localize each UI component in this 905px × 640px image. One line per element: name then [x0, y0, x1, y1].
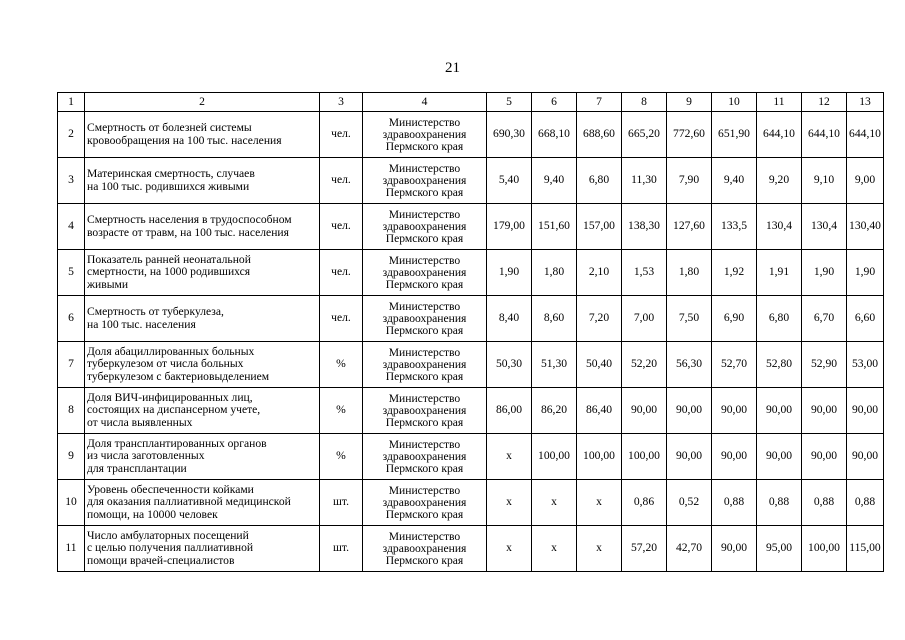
executor-line: Министерство	[388, 207, 461, 221]
executor-line: Пермского края	[385, 231, 464, 245]
value-cell: 1,90	[847, 250, 884, 296]
value-cell: 6,90	[712, 296, 757, 342]
value-cell: 151,60	[532, 204, 577, 250]
value-cell: 8,40	[487, 296, 532, 342]
header-cell: 12	[802, 93, 847, 112]
value-cell: 95,00	[757, 526, 802, 572]
indicator-line: туберкулезом с бактериовыделением	[87, 369, 270, 383]
unit-cell: чел.	[320, 250, 363, 296]
value-cell: 5,40	[487, 158, 532, 204]
header-cell: 2	[85, 93, 320, 112]
indicator-line: для оказания паллиативной медицинской	[87, 495, 291, 509]
value-cell: 86,40	[577, 388, 622, 434]
indicator-line: с целью получения паллиативной	[87, 541, 254, 555]
table-row	[58, 388, 884, 434]
value-cell: 2,10	[577, 250, 622, 296]
indicator-line: Доля ВИЧ-инфицированных лиц,	[87, 390, 253, 404]
executor-cell	[363, 250, 487, 296]
value-cell: 1,80	[532, 250, 577, 296]
indicator-cell	[85, 296, 320, 342]
value-cell: 50,30	[487, 342, 532, 388]
value-cell: 100,00	[622, 434, 667, 480]
indicator-line: Смертность от туберкулеза,	[87, 305, 224, 318]
executor-line: Министерство	[388, 391, 461, 405]
value-cell: 90,00	[802, 388, 847, 434]
executor-line: Министерство	[388, 483, 461, 497]
value-cell: 51,30	[532, 342, 577, 388]
header-cell: 11	[757, 93, 802, 112]
unit-cell: шт.	[320, 526, 363, 572]
value-cell: 0,88	[712, 480, 757, 526]
value-cell: 52,80	[757, 342, 802, 388]
indicator-cell	[85, 434, 320, 480]
indicator-cell	[85, 388, 320, 434]
value-cell: 100,00	[802, 526, 847, 572]
value-cell: 52,20	[622, 342, 667, 388]
value-cell: 127,60	[667, 204, 712, 250]
executor-line: Министерство	[388, 299, 461, 313]
value-cell: 1,91	[757, 250, 802, 296]
executor-line: Пермского края	[385, 415, 464, 429]
indicator-line: Материнская смертность, случаев	[87, 167, 255, 180]
value-cell: 115,00	[847, 526, 884, 572]
executor-cell	[363, 480, 487, 526]
value-cell: 6,60	[847, 296, 884, 342]
value-cell: 9,40	[712, 158, 757, 204]
value-cell: 1,90	[487, 250, 532, 296]
indicator-line: Смертность населения в трудоспособном	[87, 213, 292, 226]
executor-line: Пермского края	[385, 369, 464, 383]
page-number: 21	[445, 60, 460, 76]
indicator-line: состоящих на диспансерном учете,	[87, 403, 261, 417]
value-cell: 0,52	[667, 480, 712, 526]
value-cell: 90,00	[667, 434, 712, 480]
unit-cell: шт.	[320, 480, 363, 526]
indicator-line: на 100 тыс. населения	[87, 317, 196, 331]
indicator-line: Показатель ранней неонатальной	[87, 252, 251, 266]
value-cell: 7,00	[622, 296, 667, 342]
header-cell: 5	[487, 93, 532, 112]
value-cell: 90,00	[712, 434, 757, 480]
indicator-cell	[85, 112, 320, 158]
value-cell: x	[577, 526, 622, 572]
value-cell: 7,20	[577, 296, 622, 342]
indicator-line: помощи врачей-специалистов	[87, 553, 235, 567]
indicator-line: возрасте от травм, на 100 тыс. населения	[87, 225, 289, 239]
value-cell: 90,00	[757, 434, 802, 480]
value-cell: x	[577, 480, 622, 526]
executor-line: Министерство	[388, 345, 461, 359]
table-row	[58, 434, 884, 480]
indicator-line: из числа заготовленных	[87, 449, 205, 463]
value-cell: 90,00	[757, 388, 802, 434]
value-cell: 130,40	[847, 204, 884, 250]
executor-line: здравоохранения	[382, 449, 467, 463]
executor-line: Пермского края	[385, 461, 464, 475]
executor-cell	[363, 526, 487, 572]
value-cell: 7,90	[667, 158, 712, 204]
value-cell: 90,00	[847, 434, 884, 480]
value-cell: 6,70	[802, 296, 847, 342]
indicator-line: от числа выявленных	[87, 415, 193, 429]
row-number: 8	[58, 388, 85, 434]
value-cell: 1,90	[802, 250, 847, 296]
header-cell: 13	[847, 93, 884, 112]
table-row	[58, 204, 884, 250]
value-cell: 6,80	[757, 296, 802, 342]
executor-line: Пермского края	[385, 553, 464, 567]
header-cell: 6	[532, 93, 577, 112]
indicator-line: Уровень обеспеченности койками	[87, 482, 254, 496]
value-cell: 644,10	[802, 112, 847, 158]
indicator-cell	[85, 526, 320, 572]
value-cell: 644,10	[757, 112, 802, 158]
executor-line: здравоохранения	[382, 541, 467, 555]
executor-line: здравоохранения	[382, 403, 467, 417]
executor-line: Министерство	[388, 115, 461, 129]
value-cell: 130,4	[802, 204, 847, 250]
executor-line: Министерство	[388, 253, 461, 267]
header-cell: 9	[667, 93, 712, 112]
header-cell: 4	[363, 93, 487, 112]
value-cell: 688,60	[577, 112, 622, 158]
value-cell: x	[487, 434, 532, 480]
header-row	[58, 93, 884, 112]
value-cell: 57,20	[622, 526, 667, 572]
table-row	[58, 158, 884, 204]
value-cell: 90,00	[802, 434, 847, 480]
unit-cell: чел.	[320, 296, 363, 342]
value-cell: 56,30	[667, 342, 712, 388]
row-number: 3	[58, 158, 85, 204]
indicator-line: для трансплантации	[87, 461, 187, 475]
executor-cell	[363, 296, 487, 342]
header-cell: 7	[577, 93, 622, 112]
indicator-cell	[85, 342, 320, 388]
executor-cell	[363, 158, 487, 204]
value-cell: 1,92	[712, 250, 757, 296]
value-cell: 90,00	[847, 388, 884, 434]
value-cell: 100,00	[532, 434, 577, 480]
value-cell: 9,00	[847, 158, 884, 204]
value-cell: 157,00	[577, 204, 622, 250]
value-cell: 9,10	[802, 158, 847, 204]
executor-line: здравоохранения	[382, 495, 467, 509]
indicators-table	[57, 92, 884, 572]
row-number: 7	[58, 342, 85, 388]
value-cell: x	[532, 526, 577, 572]
executor-line: здравоохранения	[382, 173, 467, 187]
executor-cell	[363, 204, 487, 250]
value-cell: 668,10	[532, 112, 577, 158]
value-cell: x	[487, 526, 532, 572]
unit-cell: чел.	[320, 158, 363, 204]
indicator-line: Смертность от болезней системы	[87, 121, 252, 134]
value-cell: 9,40	[532, 158, 577, 204]
value-cell: 86,00	[487, 388, 532, 434]
executor-line: здравоохранения	[382, 219, 467, 233]
value-cell: 86,20	[532, 388, 577, 434]
executor-line: Пермского края	[385, 139, 464, 153]
unit-cell: чел.	[320, 112, 363, 158]
value-cell: 138,30	[622, 204, 667, 250]
table-row	[58, 296, 884, 342]
indicator-line: Число амбулаторных посещений	[87, 528, 249, 542]
value-cell: 133,5	[712, 204, 757, 250]
indicator-line: на 100 тыс. родившихся живыми	[87, 179, 250, 193]
executor-line: здравоохранения	[382, 265, 467, 279]
executor-line: Пермского края	[385, 507, 464, 521]
table-row	[58, 342, 884, 388]
value-cell: 90,00	[667, 388, 712, 434]
indicator-cell	[85, 480, 320, 526]
executor-cell	[363, 388, 487, 434]
unit-cell: %	[320, 342, 363, 388]
indicator-line: смертности, на 1000 родившихся	[87, 265, 251, 279]
header-cell: 3	[320, 93, 363, 112]
value-cell: 42,70	[667, 526, 712, 572]
value-cell: 1,80	[667, 250, 712, 296]
executor-cell	[363, 342, 487, 388]
value-cell: 90,00	[622, 388, 667, 434]
value-cell: 772,60	[667, 112, 712, 158]
value-cell: 644,10	[847, 112, 884, 158]
indicator-cell	[85, 158, 320, 204]
executor-line: здравоохранения	[382, 357, 467, 371]
executor-line: Министерство	[388, 161, 461, 175]
table-row	[58, 526, 884, 572]
row-number: 5	[58, 250, 85, 296]
indicator-line: Доля абациллированных больных	[87, 344, 255, 358]
value-cell: 53,00	[847, 342, 884, 388]
executor-line: Пермского края	[385, 323, 464, 337]
table-row	[58, 250, 884, 296]
unit-cell: %	[320, 388, 363, 434]
unit-cell: чел.	[320, 204, 363, 250]
value-cell: 7,50	[667, 296, 712, 342]
value-cell: 651,90	[712, 112, 757, 158]
value-cell: x	[532, 480, 577, 526]
value-cell: 52,70	[712, 342, 757, 388]
value-cell: 179,00	[487, 204, 532, 250]
executor-line: Пермского края	[385, 185, 464, 199]
value-cell: 0,88	[757, 480, 802, 526]
value-cell: 0,88	[802, 480, 847, 526]
indicator-line: кровообращения на 100 тыс. населения	[87, 133, 282, 147]
value-cell: 690,30	[487, 112, 532, 158]
value-cell: 8,60	[532, 296, 577, 342]
indicator-line: живыми	[87, 277, 129, 291]
row-number: 4	[58, 204, 85, 250]
executor-line: Министерство	[388, 437, 461, 451]
value-cell: 0,88	[847, 480, 884, 526]
row-number: 11	[58, 526, 85, 572]
executor-line: Министерство	[388, 529, 461, 543]
value-cell: 0,86	[622, 480, 667, 526]
value-cell: 1,53	[622, 250, 667, 296]
executor-cell	[363, 112, 487, 158]
table-row	[58, 480, 884, 526]
row-number: 2	[58, 112, 85, 158]
indicator-line: помощи, на 10000 человек	[87, 507, 218, 521]
table-row	[58, 112, 884, 158]
executor-line: Пермского края	[385, 277, 464, 291]
value-cell: 9,20	[757, 158, 802, 204]
header-cell: 1	[58, 93, 85, 112]
value-cell: 100,00	[577, 434, 622, 480]
value-cell: 52,90	[802, 342, 847, 388]
header-cell: 8	[622, 93, 667, 112]
value-cell: 90,00	[712, 388, 757, 434]
value-cell: x	[487, 480, 532, 526]
value-cell: 665,20	[622, 112, 667, 158]
value-cell: 11,30	[622, 158, 667, 204]
value-cell: 6,80	[577, 158, 622, 204]
executor-cell	[363, 434, 487, 480]
indicator-line: Доля трансплантированных органов	[87, 436, 267, 450]
indicator-cell	[85, 204, 320, 250]
value-cell: 130,4	[757, 204, 802, 250]
executor-line: здравоохранения	[382, 127, 467, 141]
value-cell: 90,00	[712, 526, 757, 572]
row-number: 9	[58, 434, 85, 480]
unit-cell: %	[320, 434, 363, 480]
header-cell: 10	[712, 93, 757, 112]
row-number: 6	[58, 296, 85, 342]
indicator-cell	[85, 250, 320, 296]
indicator-line: туберкулезом от числа больных	[87, 357, 244, 371]
executor-line: здравоохранения	[382, 311, 467, 325]
value-cell: 50,40	[577, 342, 622, 388]
row-number: 10	[58, 480, 85, 526]
